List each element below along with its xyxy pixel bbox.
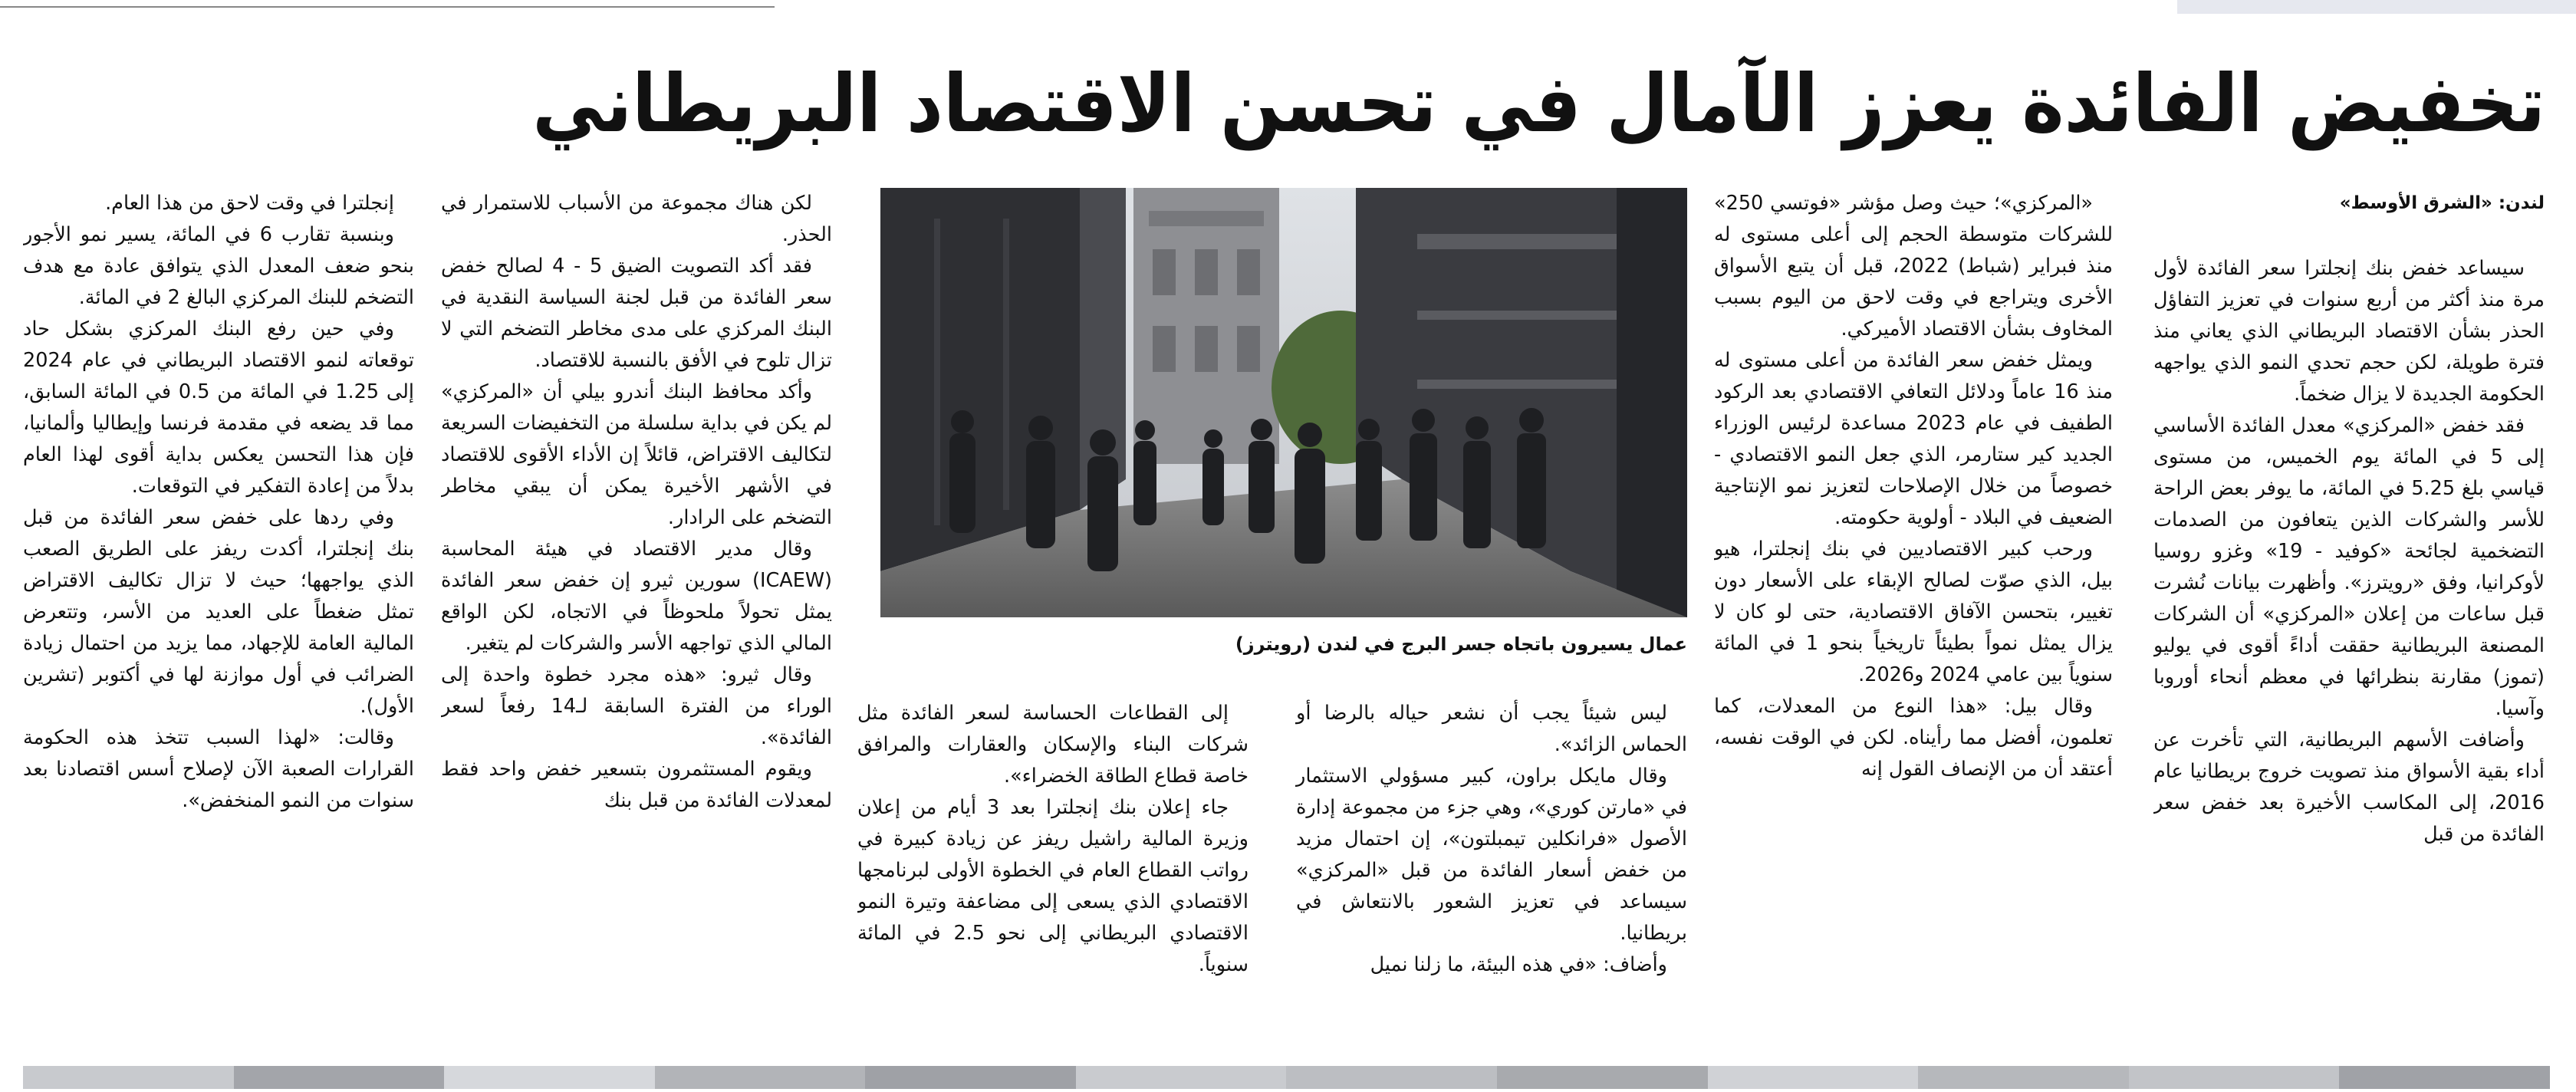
bottom-bar-segment xyxy=(444,1066,655,1089)
paragraph: ليس شيئاً يجب أن نشعر حياله بالرضا أو الحماس الزائد». xyxy=(1296,702,1687,756)
bottom-bar-segment xyxy=(1497,1066,1708,1089)
top-color-bar xyxy=(2177,0,2576,14)
paragraph: وفي ردها على خفض سعر الفائدة من قبل بنك إنجلترا، أكدت ريفز على الطريق الصعب الذي يواجهها؛ حيث لا تزال تكاليف الاقتراض تمثل ضغطاً على العديد من الأسر، وتتعرض المالية العامة للإجهاد، مما يزيد من احتمال زيادة الضرائب في أول موازنة لها في أكتوبر (تشرين الأول). xyxy=(23,506,414,718)
article-column-3-left xyxy=(857,698,1249,981)
paragraph: وقالت: «لهذا السبب تتخذ هذه الحكومة القرارات الصعبة الآن لإصلاح أسس اقتصادنا بعد سنوات من النمو المنخفض». xyxy=(23,726,414,812)
paragraph: سيساعد خفض بنك إنجلترا سعر الفائدة لأول مرة منذ أكثر من أربع سنوات في تعزيز التفاؤل الحذر بشأن الاقتصاد البريطاني الذي يعاني منذ فترة طويلة، لكن حجم تحدي النمو الذي يواجهه الحكومة الجديدة لا يزال ضخماً. xyxy=(2153,257,2545,406)
paragraph: ويمثل خفض سعر الفائدة من أعلى مستوى له منذ 16 عاماً ودلائل التعافي الاقتصادي بعد الركود الطفيف في عام 2023 مساعدة لرئيس الوزراء الجديد كير ستارمر، الذي جعل النمو الاقتصادي - خصوصاً من خلال الإصلاحات لتعزيز نمو الإنتاجية الضعيف في البلاد - أولوية حكومته. xyxy=(1714,349,2113,529)
article-column-3 xyxy=(857,188,1687,1020)
paragraph: وقال ثيرو: «هذه مجرد خطوة واحدة إلى الوراء من الفترة السابقة لـ14 رفعاً لسعر الفائدة». xyxy=(441,663,832,749)
paragraph: جاء إعلان بنك إنجلترا بعد 3 أيام من إعلان وزيرة المالية راشيل ريفز عن زيادة كبيرة في رواتب القطاع العام في الخطوة الأولى لبرنامجها الاقتصادي الذي يسعى إلى مضاعفة وتيرة النمو الاقتصادي البريطاني إلى نحو 2.5 في المائة سنوياً. xyxy=(857,796,1249,976)
paragraph: ويقوم المستثمرون بتسعير خفض واحد فقط لمعدلات الفائدة من قبل بنك xyxy=(441,758,832,812)
paragraph: وقال مايكل براون، كبير مسؤولي الاستثمار في «مارتن كوري»، وهي جزء من مجموعة إدارة الأصول «فرانكلين تيمبلتون»، إن احتمال مزيد من خفض أسعار الفائدة من قبل «المركزي» سيساعد في تعزيز الشعور بالانتعاش في بريطانيا. xyxy=(1296,765,1687,945)
paragraph: لكن هناك مجموعة من الأسباب للاستمرار في الحذر. xyxy=(441,192,832,246)
paragraph: فقد خفض «المركزي» معدل الفائدة الأساسي إلى 5 في المائة يوم الخميس، من مستوى قياسي بلغ 5.25 في المائة، ما يوفر بعض الراحة للأسر والشركات الذين يتعافون من الصدمات التضخمية لجائحة «كوفيد - 19» وغزو روسيا لأوكرانيا، وفق «رويترز». وأظهرت بيانات نُشرت قبل ساعات من إعلان «المركزي» أن الشركات المصنعة البريطانية حققت أداءً أقوى في يوليو (تموز) مقارنة بنظرائها في معظم أنحاء أوروبا وآسيا. xyxy=(2153,414,2545,720)
bottom-bar-segment xyxy=(1708,1066,1919,1089)
paragraph: إنجلترا في وقت لاحق من هذا العام. xyxy=(105,192,394,215)
bottom-bar-segment xyxy=(655,1066,866,1089)
top-rule xyxy=(0,0,775,8)
article-column-4 xyxy=(441,188,832,1020)
bottom-color-bar xyxy=(23,1066,2550,1089)
photo-caption: عمال يسيرون باتجاه جسر البرج في لندن (رويترز) xyxy=(1235,633,1687,655)
paragraph: «المركزي»؛ حيث وصل مؤشر «فوتسي 250» للشركات متوسطة الحجم إلى أعلى مستوى له منذ فبراير (شباط) 2022، قبل أن يتبع الأسواق الأخرى ويتراجع في وقت لاحق من اليوم بسبب المخاوف بشأن الاقتصاد الأميركي. xyxy=(1714,192,2113,340)
article-headline: تخفيض الفائدة يعزز الآمال في تحسن الاقتصاد البريطاني xyxy=(532,57,2545,150)
paragraph: وأضافت الأسهم البريطانية، التي تأخرت عن أداء بقية الأسواق منذ تصويت خروج بريطانيا عام 2016، إلى المكاسب الأخيرة بعد خفض سعر الفائدة من قبل xyxy=(2153,729,2545,846)
article-byline: لندن: «الشرق الأوسط» xyxy=(2339,193,2545,213)
paragraph: وفي حين رفع البنك المركزي بشكل حاد توقعاته لنمو الاقتصاد البريطاني في عام 2024 إلى 1.25 في المائة من 0.5 في المائة السابق، مما قد يضعه في مقدمة فرنسا وإيطاليا وألمانيا، فإن هذا التحسن يعكس بداية أقوى لهذا العام بدلاً من إعادة التفكير في التوقعات. xyxy=(23,317,414,498)
bottom-bar-segment xyxy=(234,1066,445,1089)
paragraph: إلى القطاعات الحساسة لسعر الفائدة مثل شركات البناء والإسكان والعقارات والمرافق خاصة قطاع الطاقة الخضراء». xyxy=(857,702,1249,788)
article-column-3-right xyxy=(1296,698,1687,981)
article-column-1 xyxy=(2153,188,2545,1020)
paragraph: وبنسبة تقارب 6 في المائة، يسير نمو الأجور بنحو ضعف المعدل الذي يتوافق عادة مع هدف التضخم للبنك المركزي البالغ 2 في المائة. xyxy=(23,223,414,309)
paragraph: وقال مدير الاقتصاد في هيئة المحاسبة (ICAEW) سورين ثيرو إن خفض سعر الفائدة يمثل تحولاً ملحوظاً في الاتجاه، لكن الواقع المالي الذي تواجهه الأسر والشركات لم يتغير. xyxy=(441,538,832,655)
paragraph: وقال بيل: «هذا النوع من المعدلات، كما تعلمون، أفضل مما رأيناه. لكن في الوقت نفسه، أعتقد أن من الإنصاف القول إنه xyxy=(1714,695,2113,781)
bottom-bar-segment xyxy=(23,1066,234,1089)
paragraph: فقد أكد التصويت الضيق 5 - 4 لصالح خفض سعر الفائدة من قبل لجنة السياسة النقدية في البنك المركزي على مدى مخاطر التضخم التي لا تزال تلوح في الأفق بالنسبة للاقتصاد. xyxy=(441,255,832,372)
article-column-5 xyxy=(23,188,414,1020)
bottom-bar-segment xyxy=(1918,1066,2129,1089)
bottom-bar-segment xyxy=(1286,1066,1497,1089)
bottom-bar-segment xyxy=(2129,1066,2340,1089)
article-column-2 xyxy=(1714,188,2113,1020)
bottom-bar-segment xyxy=(1076,1066,1287,1089)
paragraph: ورحب كبير الاقتصاديين في بنك إنجلترا، هيو بيل، الذي صوّت لصالح الإبقاء على الأسعار دون تغيير، بتحسن الآفاق الاقتصادية، حتى لو كان لا يزال يمثل نمواً بطيئاً تاريخياً بنحو 1 في المائة سنوياً بين عامي 2024 و2026. xyxy=(1714,538,2113,686)
bottom-bar-segment xyxy=(2339,1066,2550,1089)
paragraph: وأضاف: «في هذه البيئة، ما زلنا نميل xyxy=(1370,953,1667,976)
bottom-bar-segment xyxy=(865,1066,1076,1089)
paragraph: وأكد محافظ البنك أندرو بيلي أن «المركزي» لم يكن في بداية سلسلة من التخفيضات السريعة لتكاليف الاقتراض، قائلاً إن الأداء الأقوى للاقتصاد في الأشهر الأخيرة يمكن أن يبقي مخاطر التضخم على الرادار. xyxy=(441,380,832,529)
